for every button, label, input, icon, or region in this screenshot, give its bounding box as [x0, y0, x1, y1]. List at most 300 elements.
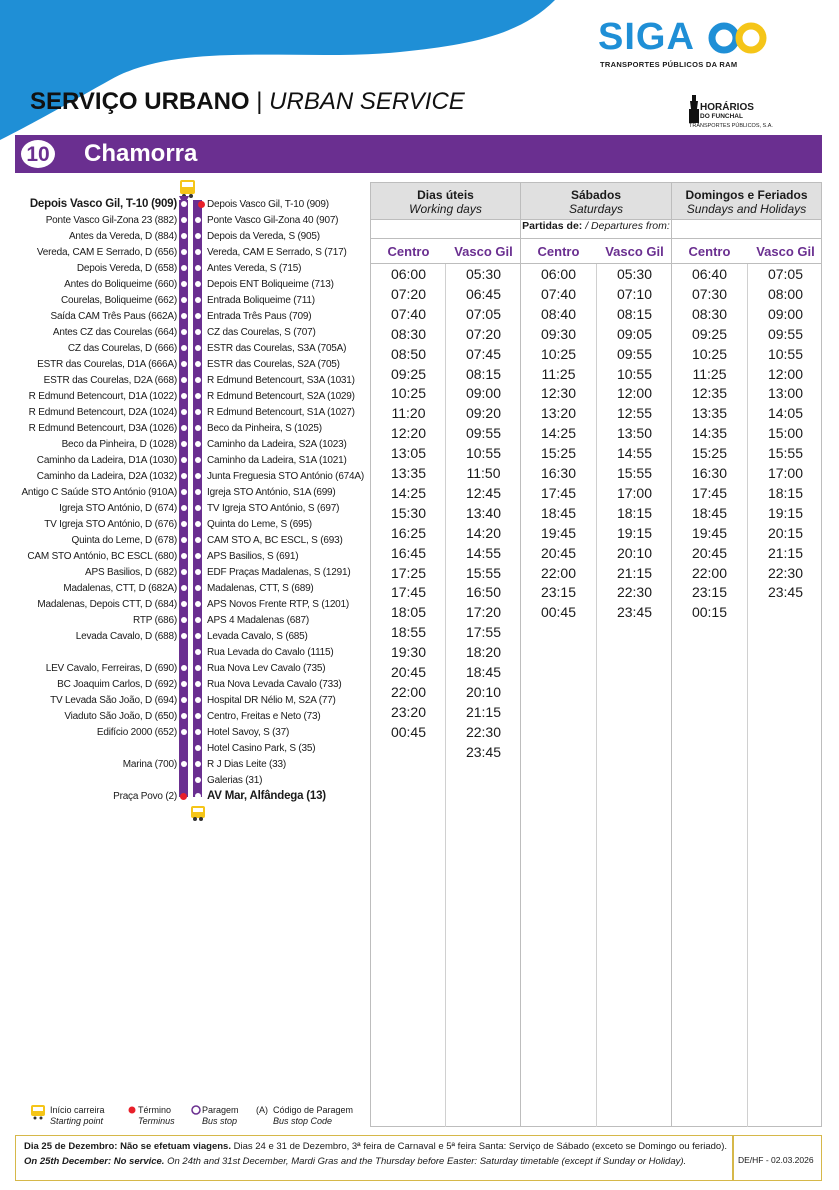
- departure-time: 22:30: [616, 584, 653, 601]
- departure-time: 22:00: [691, 564, 728, 581]
- departure-time: 11:50: [466, 465, 501, 481]
- stop-marker: [195, 281, 201, 287]
- stop-marker: [181, 409, 187, 415]
- stop-label-left: Praça Povo (2): [113, 791, 177, 802]
- departure-time: 07:20: [390, 285, 427, 302]
- operator-tower-icon: [688, 95, 700, 123]
- departure-time: 09:55: [465, 425, 502, 442]
- departure-time: 22:30: [767, 564, 804, 581]
- group-title: Dias úteis: [417, 188, 474, 202]
- stop-marker: [181, 601, 187, 607]
- stop-marker: [181, 313, 187, 319]
- stop-marker: [181, 425, 187, 431]
- stop-marker: [195, 297, 201, 303]
- departure-time: 07:10: [616, 285, 653, 302]
- departure-time: 10:25: [390, 385, 427, 402]
- stop-marker: [195, 793, 201, 799]
- stop-marker: [181, 457, 187, 463]
- stop-marker: [195, 425, 201, 431]
- stop-label-right: Madalenas, CTT, S (689): [207, 583, 314, 594]
- departure-time: 09:00: [767, 305, 804, 322]
- stop-label-left: Viaduto São João, D (650): [64, 711, 177, 722]
- legend-bus-stop-pt: Paragem: [202, 1105, 239, 1115]
- stop-label-left: LEV Cavalo, Ferreiras, D (690): [45, 663, 177, 674]
- stop-label-right: Rua Nova Lev Cavalo (735): [207, 663, 326, 674]
- start-bus-legend-icon: [30, 1104, 46, 1120]
- departure-time: 17:20: [465, 604, 502, 621]
- departure-time: 09:25: [390, 365, 427, 382]
- stop-marker: [181, 713, 187, 719]
- stop-marker: [195, 649, 201, 655]
- departure-time: 12:45: [465, 484, 502, 501]
- service-title-separator: |: [256, 88, 263, 115]
- stop-marker: [195, 377, 201, 383]
- departure-time: 23:20: [390, 703, 427, 720]
- departures-label: [371, 220, 821, 232]
- stop-marker: [195, 553, 201, 559]
- stop-label-right: CZ das Courelas, S (707): [207, 327, 316, 338]
- stop-marker: [195, 713, 201, 719]
- stop-label-left: Edifício 2000 (652): [96, 727, 177, 738]
- terminus-dot-icon: [128, 1106, 136, 1114]
- stop-label-left: APS Basilios, D (682): [85, 567, 177, 578]
- stop-label-left: R Edmund Betencourt, D3A (1026): [28, 423, 177, 434]
- departure-time: 15:55: [616, 465, 653, 481]
- stop-marker: [181, 265, 187, 271]
- group-title: Domingos e Feriados: [685, 188, 808, 202]
- stop-marker: [181, 537, 187, 543]
- stop-marker: [195, 729, 201, 735]
- departure-time: 09:55: [616, 345, 653, 362]
- departure-time: 09:00: [465, 385, 502, 402]
- stop-marker: [181, 681, 187, 687]
- stop-marker: [195, 569, 201, 575]
- departure-time: 22:00: [390, 683, 427, 700]
- stop-marker: [181, 585, 187, 591]
- stop-marker: [195, 601, 201, 607]
- stop-marker: [181, 569, 187, 575]
- stop-label-right: Centro, Freitas e Neto (73): [207, 711, 321, 722]
- departures-label-en: / Departures from:: [585, 220, 670, 232]
- stop-label-left: TV Igreja STO António, D (676): [44, 519, 177, 530]
- stop-marker: [195, 249, 201, 255]
- departure-time: 20:10: [465, 683, 502, 700]
- departure-time: 11:25: [692, 365, 727, 382]
- stop-marker: [195, 489, 201, 495]
- stop-label-right: R Edmund Betencourt, S1A (1027): [207, 407, 355, 418]
- stop-label-left: Antes do Boliqueime (660): [64, 279, 177, 290]
- stop-label-left: Caminho da Ladeira, D2A (1032): [36, 471, 177, 482]
- departure-time: 23:15: [540, 584, 577, 601]
- departure-time: 07:20: [465, 325, 502, 342]
- departure-time: 22:30: [465, 723, 502, 740]
- stop-marker: [181, 361, 187, 367]
- departures-label-pt: Partidas de:: [522, 220, 583, 232]
- stop-label-left: ESTR das Courelas, D2A (668): [43, 375, 177, 386]
- column-header: Centro: [537, 244, 580, 259]
- stop-label-right: Caminho da Ladeira, S1A (1021): [207, 455, 347, 466]
- stop-label-left: BC Joaquim Carlos, D (692): [57, 679, 177, 690]
- departure-time: 20:45: [540, 544, 577, 561]
- timetable-group-header: [521, 183, 671, 219]
- departure-time: 14:05: [767, 405, 804, 422]
- stop-marker: [195, 393, 201, 399]
- stop-marker: [181, 697, 187, 703]
- departure-time: 15:25: [691, 445, 728, 462]
- departure-time: 08:30: [390, 325, 427, 342]
- departure-time: 23:45: [465, 743, 502, 760]
- departure-time: 09:55: [767, 325, 804, 342]
- legend-stop-code-marker: (A): [256, 1105, 268, 1115]
- departure-time: 19:15: [616, 524, 653, 541]
- stop-marker: [181, 489, 187, 495]
- departure-time: 09:25: [691, 325, 728, 342]
- operator-subtitle: DO FUNCHAL: [700, 113, 743, 120]
- stop-label-right: AV Mar, Alfândega (13): [207, 790, 326, 802]
- departure-time: 17:00: [616, 484, 653, 501]
- departure-time: 05:30: [465, 266, 502, 282]
- departure-time: 15:55: [465, 564, 502, 581]
- departure-time: 13:35: [390, 465, 427, 481]
- departure-time: 21:15: [465, 703, 502, 720]
- stop-label-left: Depois Vasco Gil, T-10 (909): [29, 198, 177, 210]
- legend-start: [50, 1105, 105, 1127]
- departure-time: 08:40: [540, 305, 577, 322]
- group-subtitle: Saturdays: [568, 202, 624, 216]
- stop-label-right: Igreja STO António, S1A (699): [207, 487, 336, 498]
- departure-time: 20:15: [767, 524, 804, 541]
- stop-label-right: Depois da Vereda, S (905): [207, 231, 320, 242]
- departure-time: 15:00: [767, 425, 804, 442]
- departure-time: 13:00: [767, 385, 804, 402]
- departure-time: 08:15: [616, 305, 653, 322]
- stop-marker: [181, 377, 187, 383]
- stop-label-left: Vereda, CAM E Serrado, D (656): [36, 247, 177, 258]
- stop-marker: [195, 681, 201, 687]
- stop-label-right: Hospital DR Nélio M, S2A (77): [207, 695, 336, 706]
- departure-time: 09:20: [465, 405, 502, 422]
- legend-stop-code-pt: Código de Paragem: [273, 1105, 354, 1115]
- stop-marker: [195, 521, 201, 527]
- departure-time: 18:55: [390, 624, 427, 641]
- departure-time: 16:30: [691, 465, 728, 481]
- footer-notice-en-bold: On 25th December: No service.: [24, 1156, 165, 1167]
- stop-marker: [181, 441, 187, 447]
- departure-time: 09:05: [616, 325, 653, 342]
- stop-label-right: Entrada Boliqueime (711): [207, 295, 315, 306]
- departure-time: 00:15: [691, 604, 728, 621]
- stop-label-right: APS 4 Madalenas (687): [207, 615, 309, 626]
- stop-marker: [195, 217, 201, 223]
- stop-label-right: TV Igreja STO António, S (697): [207, 503, 340, 514]
- group-title: Sábados: [570, 188, 621, 202]
- stop-label-right: APS Basilios, S (691): [207, 551, 299, 562]
- stop-label-left: Madalenas, CTT, D (682A): [63, 583, 177, 594]
- departure-time: 23:45: [616, 604, 653, 621]
- departure-time: 20:10: [616, 544, 653, 561]
- departure-time: 10:25: [540, 345, 577, 362]
- stop-marker: [195, 665, 201, 671]
- departure-time: 14:25: [540, 425, 577, 442]
- stop-marker: [195, 537, 201, 543]
- departure-time: 19:45: [691, 524, 728, 541]
- stop-marker: [181, 761, 187, 767]
- departure-time: 18:20: [465, 644, 502, 661]
- stop-label-right: R Edmund Betencourt, S3A (1031): [207, 375, 355, 386]
- departure-time: 14:35: [691, 425, 728, 442]
- stop-marker: [181, 617, 187, 623]
- departure-time: 12:30: [540, 385, 577, 402]
- route-line-outbound: [193, 200, 202, 797]
- route-line-inbound: [179, 200, 188, 797]
- stop-label-left: TV Levada São João, D (694): [50, 695, 177, 706]
- departure-time: 17:45: [390, 584, 427, 601]
- column-header: Centro: [688, 244, 731, 259]
- legend-bus-stop-en: Bus stop: [202, 1116, 238, 1126]
- departure-time: 15:30: [390, 504, 427, 521]
- departure-time: 23:15: [691, 584, 728, 601]
- departure-time: 07:05: [767, 266, 804, 282]
- departure-time: 15:25: [540, 445, 577, 462]
- terminus-marker: [198, 201, 205, 208]
- departure-time: 12:35: [691, 385, 728, 402]
- stop-label-left: CAM STO António, BC ESCL (680): [27, 551, 177, 562]
- departure-time: 18:15: [767, 484, 804, 501]
- column-header: Vasco Gil: [756, 244, 815, 259]
- departure-time: 08:30: [691, 305, 728, 322]
- legend-terminus: [138, 1105, 175, 1127]
- departure-time: 16:50: [465, 584, 502, 601]
- stop-label-left: Levada Cavalo, D (688): [75, 631, 177, 642]
- timetable-rule: [371, 263, 821, 264]
- stop-marker: [195, 441, 201, 447]
- stop-marker: [181, 329, 187, 335]
- stop-label-right: CAM STO A, BC ESCL, S (693): [207, 535, 343, 546]
- timetable-group-header: [371, 183, 520, 219]
- route-number-badge: 10: [18, 137, 58, 171]
- stop-marker: [181, 297, 187, 303]
- stop-label-left: Caminho da Ladeira, D1A (1030): [36, 455, 177, 466]
- stop-label-right: Depois ENT Boliqueime (713): [207, 279, 334, 290]
- departure-time: 14:25: [390, 484, 427, 501]
- departure-time: 22:00: [540, 564, 577, 581]
- timetable-group-header: [672, 183, 821, 219]
- stop-label-right: Antes Vereda, S (715): [207, 263, 302, 274]
- departure-time: 13:40: [465, 504, 502, 521]
- stop-label-right: Depois Vasco Gil, T-10 (909): [207, 199, 329, 210]
- stop-label-left: R Edmund Betencourt, D1A (1022): [28, 391, 177, 402]
- legend-stop-code: [273, 1105, 353, 1127]
- stop-label-left: Antes da Vereda, D (884): [68, 231, 177, 242]
- stop-marker: [195, 633, 201, 639]
- stop-marker: [181, 201, 187, 207]
- departure-time: 21:15: [767, 544, 804, 561]
- departure-time: 12:00: [616, 385, 653, 402]
- departure-time: 17:45: [540, 484, 577, 501]
- stop-label-left: CZ das Courelas, D (666): [67, 343, 177, 354]
- departure-time: 16:45: [390, 544, 427, 561]
- stop-label-right: Beco da Pinheira, S (1025): [207, 423, 322, 434]
- departure-time: 12:00: [767, 365, 804, 382]
- departure-time: 11:25: [541, 365, 576, 382]
- stop-label-right: ESTR das Courelas, S3A (705A): [207, 343, 347, 354]
- stop-label-right: ESTR das Courelas, S2A (705): [207, 359, 340, 370]
- departure-time: 23:45: [767, 584, 804, 601]
- stop-marker: [181, 729, 187, 735]
- document-code: DE/HF - 02.03.2026: [738, 1155, 814, 1165]
- stop-marker: [195, 617, 201, 623]
- footer-divider: [732, 1135, 734, 1181]
- stop-label-right: EDF Praças Madalenas, S (1291): [207, 567, 351, 578]
- stop-marker: [181, 233, 187, 239]
- stop-marker: [195, 777, 201, 783]
- footer-notice-en: [24, 1156, 686, 1167]
- stop-label-left: Quinta do Leme, D (678): [71, 535, 177, 546]
- stop-marker: [195, 457, 201, 463]
- departure-time: 18:15: [616, 504, 653, 521]
- terminus-marker: [180, 793, 187, 800]
- stop-label-left: Beco da Pinheira, D (1028): [61, 439, 177, 450]
- column-header: Vasco Gil: [605, 244, 664, 259]
- stop-marker: [195, 697, 201, 703]
- departure-time: 00:45: [390, 723, 427, 740]
- stop-marker: [195, 361, 201, 367]
- departure-time: 08:00: [767, 285, 804, 302]
- stop-marker: [195, 313, 201, 319]
- departure-time: 20:45: [691, 544, 728, 561]
- stop-label-left: Antigo C Saúde STO António (910A): [21, 487, 177, 498]
- stop-label-right: APS Novos Frente RTP, S (1201): [207, 599, 350, 610]
- stop-label-left: Depois Vereda, D (658): [76, 263, 177, 274]
- stop-label-right: Caminho da Ladeira, S2A (1023): [207, 439, 347, 450]
- stop-label-right: Junta Freguesia STO António (674A): [207, 471, 364, 482]
- route-name: Chamorra: [84, 140, 198, 167]
- stop-label-right: Quinta do Leme, S (695): [207, 519, 312, 530]
- departure-time: 20:45: [390, 664, 427, 680]
- legend-start-pt: Início carreira: [50, 1105, 105, 1115]
- stop-marker: [181, 505, 187, 511]
- stop-marker: [195, 473, 201, 479]
- stop-marker: [195, 345, 201, 351]
- departure-time: 18:45: [465, 664, 502, 680]
- service-title: [30, 88, 465, 116]
- stop-marker: [181, 393, 187, 399]
- stop-marker: [181, 345, 187, 351]
- departure-time: 10:25: [691, 345, 728, 362]
- departure-time: 17:55: [465, 624, 502, 641]
- departure-time: 17:25: [390, 564, 427, 581]
- legend-bus-stop: [202, 1105, 239, 1127]
- stop-label-right: Rua Levada do Cavalo (1115): [207, 647, 334, 658]
- departure-time: 19:45: [540, 524, 577, 541]
- stop-marker: [181, 281, 187, 287]
- column-header: Centro: [387, 244, 430, 259]
- stop-marker: [195, 265, 201, 271]
- legend-stop-code-en: Bus stop Code: [273, 1116, 333, 1126]
- departure-time: 06:00: [390, 266, 427, 282]
- operator-company: TRANSPORTES PÚBLICOS, S.A.: [689, 123, 773, 129]
- departure-time: 07:45: [465, 345, 502, 362]
- legend-terminus-en: Terminus: [138, 1116, 175, 1126]
- stop-label-left: Ponte Vasco Gil-Zona 23 (882): [45, 215, 177, 226]
- bus-stop-circle-icon: [191, 1105, 201, 1115]
- stop-label-right: Entrada Três Paus (709): [207, 311, 312, 322]
- stop-label-right: Vereda, CAM E Serrado, S (717): [207, 247, 347, 258]
- stop-label-left: Madalenas, Depois CTT, D (684): [37, 599, 177, 610]
- departure-time: 21:15: [616, 564, 653, 581]
- stop-label-left: Marina (700): [122, 759, 177, 770]
- departure-time: 06:00: [540, 266, 577, 282]
- stop-label-left: Igreja STO António, D (674): [59, 503, 177, 514]
- legend-terminus-pt: Término: [138, 1105, 172, 1115]
- departure-time: 06:40: [691, 266, 728, 282]
- departure-time: 13:05: [390, 445, 427, 462]
- group-subtitle: Working days: [409, 202, 482, 216]
- departure-time: 16:25: [390, 524, 427, 541]
- departure-time: 05:30: [616, 266, 653, 282]
- departure-time: 00:45: [540, 604, 577, 621]
- stop-marker: [181, 249, 187, 255]
- end-bus-icon: [189, 800, 207, 822]
- stop-label-right: Hotel Savoy, S (37): [207, 727, 290, 738]
- timetable-divider: [671, 182, 672, 1127]
- stop-marker: [181, 665, 187, 671]
- brand-subtitle: TRANSPORTES PÚBLICOS DA RAM: [600, 60, 738, 69]
- service-title-en: URBAN SERVICE: [269, 88, 465, 115]
- departure-time: 12:20: [390, 425, 427, 442]
- stop-marker: [195, 505, 201, 511]
- departure-time: 15:55: [767, 445, 804, 462]
- stop-label-right: R J Dias Leite (33): [207, 759, 287, 770]
- stop-marker: [195, 745, 201, 751]
- operator-name: HORÁRIOS: [700, 102, 754, 113]
- stop-marker: [181, 521, 187, 527]
- stop-marker: [195, 585, 201, 591]
- stop-marker: [181, 217, 187, 223]
- stop-label-right: Rua Nova Levada Cavalo (733): [207, 679, 342, 690]
- departure-time: 13:50: [616, 425, 653, 442]
- departure-time: 10:55: [465, 445, 502, 462]
- departure-time: 07:30: [691, 285, 728, 302]
- departure-time: 16:30: [540, 465, 577, 481]
- stop-marker: [195, 409, 201, 415]
- departure-time: 18:45: [540, 504, 577, 521]
- stop-marker: [195, 761, 201, 767]
- departure-time: 07:40: [390, 305, 427, 322]
- group-subtitle: Sundays and Holidays: [686, 202, 807, 216]
- departure-time: 13:35: [691, 405, 728, 422]
- stop-marker: [181, 473, 187, 479]
- stop-label-left: Courelas, Boliqueime (662): [61, 295, 177, 306]
- stop-marker: [181, 633, 187, 639]
- stop-label-right: R Edmund Betencourt, S2A (1029): [207, 391, 355, 402]
- footer-notice-pt-rest: Dias 24 e 31 de Dezembro, 3ª feira de Carnaval e 5ª feira Santa: Serviço de Sábado (exceto se Domingo ou feriado).: [230, 1141, 728, 1152]
- stop-label-right: Ponte Vasco Gil-Zona 40 (907): [207, 215, 339, 226]
- service-title-pt: SERVIÇO URBANO: [30, 88, 250, 115]
- stop-label-left: Antes CZ das Courelas (664): [52, 327, 177, 338]
- footer-notice-en-rest: On 24th and 31st December, Mardi Gras and the Thursday before Easter: Saturday timetable (except if Sunday or Holiday).: [164, 1156, 687, 1167]
- timetable-rule: [371, 238, 821, 239]
- departure-time: 14:55: [465, 544, 502, 561]
- stop-label-left: R Edmund Betencourt, D2A (1024): [28, 407, 177, 418]
- stop-marker: [195, 329, 201, 335]
- footer-notice-pt-bold: Dia 25 de Dezembro: Não se efetuam viagens.: [24, 1141, 231, 1152]
- departure-time: 10:55: [616, 365, 653, 382]
- departure-time: 19:15: [767, 504, 804, 521]
- stop-label-right: Galerias (31): [207, 775, 263, 786]
- departure-time: 11:20: [391, 405, 426, 422]
- stop-label-right: Levada Cavalo, S (685): [207, 631, 308, 642]
